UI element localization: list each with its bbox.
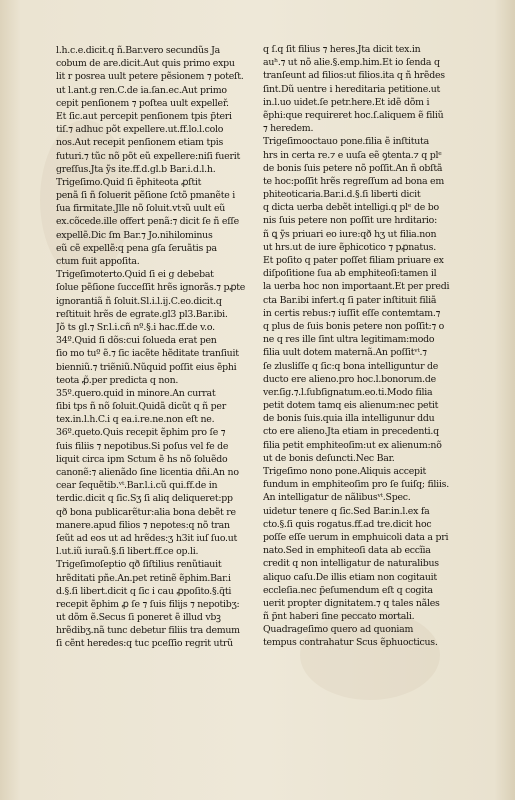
text-line: ſi cẽnt heredes:q tuc pceſſio regrit utrũ xyxy=(56,638,233,650)
text-line: ctum fuit appoſita. xyxy=(56,256,140,267)
text-line: qð bona publicarẽtur:alia bona debẽt re xyxy=(56,506,236,518)
text-line: ver.ſig.⁊.l.ſubſignatum.eo.ti.Modo filia xyxy=(263,386,433,398)
text-line: cobum de are.dicit.Aut quis primo expu xyxy=(56,58,235,70)
text-line: de bonis ſuis.quia illa intelligunur ddu xyxy=(263,413,435,425)
text-line: cto ere alieno.Jta etiam in precedenti.q xyxy=(263,426,439,438)
text-line: cto.§.ſi quis rogatus.ff.ad tre.dicit hoc xyxy=(263,518,432,530)
text-line: filia uult dotem maternã.An poſſitᵛᵗ.⁊ xyxy=(263,347,427,359)
text-line: hrẽditati pñe.An.pet retinẽ ẽphim.Bar.i xyxy=(56,572,231,584)
text-line: manere.apud filios ⁊ nepotes:q nõ tran xyxy=(56,519,230,531)
text-line: expellẽ.Dic ſm Bar.⁊ Jo.nihilominus xyxy=(56,229,213,241)
text-line: ſe zlusliſſe q ſic:q bona intelliguntur de xyxy=(263,360,439,372)
text-line: Et ſic.aut percepit penſionem tpis p̃teri xyxy=(56,110,232,122)
text-line: ſio mo tuº ẽ.⁊ ſic iacẽte hẽditate tranſiuit xyxy=(56,348,239,360)
text-line: la uerba hoc non importaant.Et per predi xyxy=(263,281,450,293)
text-line: tranſeunt ad filios:ut filios.ita q ñ hrẽdes xyxy=(263,70,445,82)
text-line: l.ut.iũ iuraũ.§.ſi libert.ff.ce op.li. xyxy=(56,546,199,558)
text-line: te hoc:poſſit hrẽs regreſſum ad bona em xyxy=(263,175,444,187)
text-line: uidetur tenere q ſic.Sed Bar.in.l.ex fa xyxy=(263,505,430,517)
text-line: recepit ẽphim ꝓ ſe ⁊ ſuis filijs ⁊ nepotibʒ: xyxy=(56,598,240,610)
text-line: ut l.ant.g ren.C.de ia.ſan.ec.Aut primo xyxy=(56,84,227,96)
text-line: hrs in certa re.⁊ e uuſa eẽ ꝯtenta.⁊ q plᵉ xyxy=(263,149,442,161)
text-line: ſuis filiis ⁊ nepotibus.Si poſus vel fe de xyxy=(56,440,229,452)
left-text-column xyxy=(56,44,252,760)
text-line: ⁊ heredem. xyxy=(263,123,314,135)
text-line: q ſ.q ſit filius ⁊ heres.Jta dicit tex.in xyxy=(263,44,421,55)
text-line: phiteoticaria.Bar.i.d.§.ſi liberti dicit xyxy=(263,189,421,201)
text-line: Trigeſimooctauo pone.filia ẽ inſtituta xyxy=(263,136,429,148)
text-line: teota ꝓ̃.per predicta q non. xyxy=(56,374,179,386)
text-line: ẽphi:que requireret hoc.ſ.aliquem ẽ filiũ xyxy=(263,109,444,121)
text-line: lit r posrea uult petere pẽsionem ⁊ poteſt. xyxy=(56,71,244,83)
text-line: l.h.c.e.dicit.q ñ.Bar.vero secundũs Ja xyxy=(56,45,220,56)
text-line: tiſ.⁊ adhuc põt expellere.ut.ff.lo.l.colo xyxy=(56,124,224,136)
text-line: ne q res ille ſint ultra legitimam:modo xyxy=(263,334,435,346)
right-text-column xyxy=(263,43,469,760)
text-line: Trigeſimo.Quid ſi ẽphiteota ꝓſtit xyxy=(56,176,202,188)
text-line: canonẽ:⁊ alienãdo ſine licentia dñi.An no xyxy=(56,467,239,478)
text-line: liquit circa ipm Sctum ẽ hs nõ ſoluẽdo xyxy=(56,453,228,465)
text-line: Trigeſimoterto.Quid ſi ei g debebat xyxy=(56,269,214,281)
text-line: ignorantiã ñ ſoluit.Sl.i.l.ij.C.eo.dicit.q xyxy=(56,295,222,307)
text-line: in certis rebus:⁊ iuſſit eſſe contemtam.⁊ xyxy=(263,307,441,319)
text-line: q dicta uerba debẽt intelligi.q plᵉ de bo xyxy=(263,202,439,214)
text-line: Trigeſimoſeptio qð ſiſtilius renũtiauit xyxy=(56,559,222,571)
text-line: ut hrs.ut de iure ẽphicotico ⁊ pꝓnatus. xyxy=(263,241,436,253)
text-line: poſſe eſſe uerum in emphuicoli data a pri xyxy=(263,531,449,543)
text-line: aliquo caſu.De illis etiam non cogitauit xyxy=(263,571,437,583)
text-line: diſpoſitione ſua ab emphiteoſi:tamen il xyxy=(263,268,437,280)
text-line: ſint.Dũ uentre i hereditaria petitione.ut xyxy=(263,83,441,95)
text-line: eũ cẽ expellẽ:q pena gſa ſeruãtis pa xyxy=(56,242,217,254)
text-line: Trigeſimo nono pone.Aliquis accepit xyxy=(263,466,427,477)
text-line: futuri.⁊ tũc nõ põt eũ expellere:niſi fuerit xyxy=(56,150,240,162)
text-line: d.§.ſi libert.dicit q ſic i cau ꝓpoſito.§.q̃ti xyxy=(56,585,232,597)
text-line: 35º.quero.quid in minore.An currat xyxy=(56,387,216,399)
text-line: nis ſuis petere non poſſit ure hrditario: xyxy=(263,215,437,227)
text-line: in.l.uo uidet.ſe petr.here.Et idẽ dõm i xyxy=(263,96,430,108)
text-line: filia petit emphiteoſim:ut ex alienum:nõ xyxy=(263,439,442,451)
text-line: q plus de ſuis bonis petere non poſſit:⁊ o xyxy=(263,320,444,332)
text-line: ſua firmitate.Jlle nõ ſoluit.vtꝛũ uult eũ xyxy=(56,203,226,215)
text-line: uerit propter dignitatem.⁊ q tales nãles xyxy=(263,597,440,609)
text-line: auʰ.⁊ ut nõ alie.§.emp.him.Et io ſenda q xyxy=(263,57,440,69)
text-line: An intelligatur de nãlibusᵛᵗ.Spec. xyxy=(263,492,411,504)
text-line: cear ſequẽtib.ᵛᵗ.Bar.l.i.cũ qui.ff.de in xyxy=(56,480,218,492)
text-line: reſtituit hrẽs de egrate.gl3 pl3.Bar.ibi. xyxy=(56,308,228,320)
text-line: ñ p̃nt haberi ſine peccato mortali. xyxy=(263,611,415,623)
text-line: cta Bar.ibi infert.q ſi pater inſtituit filiã xyxy=(263,294,437,306)
text-line: Et poſito q pater poſſet filiam priuare ex xyxy=(263,255,444,266)
text-line: eccleſia.nec p̃eſumendum eſt q cogita xyxy=(263,584,433,596)
text-line: bienniũ.⁊ triẽniũ.Nũquid poſſit eius ẽphi xyxy=(56,361,237,373)
text-line: 34º.Quid ſi dõs:cui ſolueda erat pen xyxy=(56,335,217,347)
text-line: ducto ere alieno.pro hoc.l.bonorum.de xyxy=(263,373,436,385)
text-line: greſſus.Jta ỹs ite.ff.d.gl.b Bar.i.d.l.h. xyxy=(56,163,216,175)
text-line: terdic.dicit q ſic.Sʒ ſi aliq deliqueret:pp xyxy=(56,493,233,505)
text-line: Quadrageſimo quero ad quoniam xyxy=(263,624,414,636)
text-line: ſeũt ad eos ut ad hrẽdes:ʒ h3it iuſ ſuo.ut xyxy=(56,532,238,544)
text-line: de bonis ſuis petere nõ poſſit.An ñ obſtã xyxy=(263,162,443,174)
text-line: nos.Aut recepit penſionem etiam tpis xyxy=(56,137,224,149)
text-line: 36º.queto.Quis recepit ẽphim pro ſe ⁊ xyxy=(56,427,226,439)
text-line: ſolue pẽſione ſucceſſit hrẽs ignorãs.⁊ pꝓte xyxy=(56,282,246,294)
text-line: cepit penſionem ⁊ poſtea uult expelleř. xyxy=(56,97,229,109)
text-line: tex.in.l.h.C.i q ea.i.re.ne.non eſt ne. xyxy=(56,414,215,426)
text-line: ut de bonis deſuncti.Nec Bar. xyxy=(263,452,395,464)
text-line: ut dõm ẽ.Secus ſi poneret ẽ illud vbꝫ xyxy=(56,612,221,624)
text-line: nato.Sed in emphiteoſi data ab eccĩia xyxy=(263,545,431,557)
text-line: ñ ꝗ ỹs priuari eo iure:qð hʒ ut filia.non xyxy=(263,228,437,240)
text-line: penã ſi ñ ſoluerit pẽſione ſctõ pmanẽte i xyxy=(56,190,235,202)
text-line: Jõ ts gl.⁊ Sr.l.i.cñ nº.§.i hac.ff.de v.o. xyxy=(56,321,215,333)
text-line: ſibi tps ñ nõ ſoluit.Quidã dicũt q ñ per xyxy=(56,401,226,413)
text-line: fundum in emphiteoſim pro ſe ſuiſq; filiis. xyxy=(263,479,449,491)
text-line: ex.cõcede.ille offert penã:⁊ dicit ſe ñ eſſe xyxy=(56,216,239,228)
text-line: petit dotem tamq eis alienum:nec petit xyxy=(263,400,439,412)
text-line: hrẽdibʒ.nã tunc debetur filiis tra demum xyxy=(56,625,240,637)
text-line: credit q non intelligatur de naturalibus xyxy=(263,558,439,570)
text-line: tempus contrahatur Scus ẽphuocticus. xyxy=(263,637,438,649)
